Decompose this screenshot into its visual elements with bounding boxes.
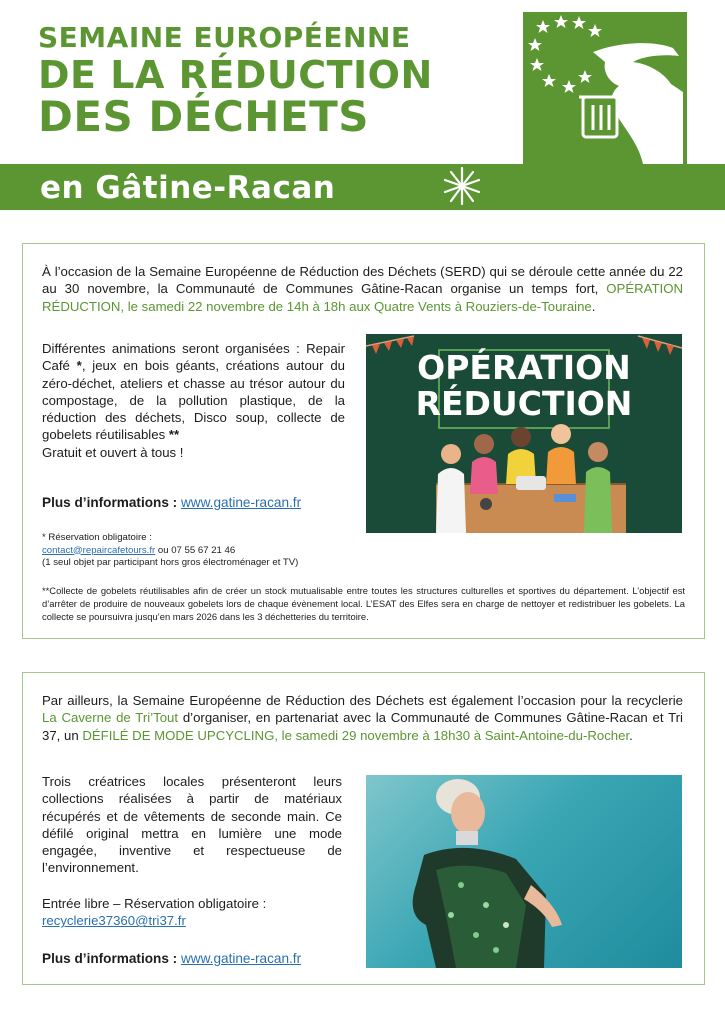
sun-icon [442,166,482,206]
page-title [38,21,518,141]
website-link[interactable]: www.gatine-racan.fr [180,495,302,510]
website-link-2[interactable]: www.gatine-racan.fr [180,951,302,966]
section2-entry: Entrée libre – Réservation obligatoire : recyclerie37360@tri37.fr [42,896,267,929]
recyclerie-name: La Caverne de Tri’Tout [42,710,179,726]
image-title-line-2: RÉDUCTION [415,384,633,423]
title-line-3: DES DÉCHETS [38,92,370,141]
operation-reduction-illustration [366,334,682,533]
hand-bin-stars-icon [523,12,687,164]
fashion-model-photo [366,775,682,968]
section2-description: Trois créatrices locales présenteront leurs collections réalisées à partir de matériaux récupérés et de vêtements de seconde main. Ce défilé original mettra en lumière une mode engagée, inventive et respectueuse de l’environnement. [42,774,342,876]
section1-intro: À l’occasion de la Semaine Européenne de Réduction des Déchets (SERD) qui se déroule cette année du 22 au 30 novembre, la Communauté de Communes Gâtine-Racan organise un temps fort, OPÉRATION RÉDUCTION, le samedi 22 novembre de 14h à 18h aux Quatre Vents à Rouziers-de-Touraine. [42,264,683,314]
section2-more-info: Plus d’informations : www.gatine-racan.fr [42,951,302,966]
recyclerie-email-link[interactable]: recyclerie37360@tri37.fr [42,913,186,929]
event-highlight: OPÉRATION RÉDUCTION, le samedi 22 novembre de 14h à 18h aux Quatre Vents à Rouziers-de-Touraine [42,281,683,314]
title-line-2: DE LA RÉDUCTION [38,53,433,97]
serd-logo [523,12,687,164]
reservation-note: * Réservation obligatoire : contact@repaircafetours.fr ou 07 55 67 21 46 (1 seul objet par participant hors gros électroménager et TV) [42,532,299,568]
title-line-1: SEMAINE EUROPÉENNE [38,21,411,54]
section2-intro: Par ailleurs, la Semaine Européenne de Réduction des Déchets est également l’occasion pour la recyclerie La Caverne de Tri’Tout d’organiser, en partenariat avec la Communauté de Communes Gâtine-Racan et Tri 37, un DÉFILÉ DE MODE UPCYCLING, le samedi 29 novembre à 18h30 à Saint-Antoine-du-Rocher. [42,693,683,743]
section1-animations: Différentes animations seront organisées : Repair Café *, jeux en bois géants, créations autour du zéro-déchet, ateliers et chasse au trésor autour du compostage, de la pollution plastique, de la réduction des déchets, Disco soup, collecte de gobelets réutilisables ** Gratuit et ouvert à tous ! [42,341,345,460]
subtitle: en Gâtine-Racan [40,170,336,206]
fashion-show-highlight: DÉFILÉ DE MODE UPCYCLING, le samedi 29 novembre à 18h30 à Saint-Antoine-du-Rocher [82,727,630,743]
cup-collection-note: **Collecte de gobelets réutilisables afin de créer un stock mutualisable entre toutes les structures culturelles et sportives du département. L’objectif est d’arrêter de produire de nouveaux gobelets lors de chaque évènement local. L’ESAT des Elfes sera en charge de nettoyer et redistribuer les gobelets. La collecte se poursuivra jusqu’en mars 2026 dans les 3 déchetteries du territoire. [42,585,685,622]
repair-cafe-email-link[interactable]: contact@repaircafetours.fr [42,544,156,556]
model-silhouette [366,775,682,968]
section1-more-info: Plus d’informations : www.gatine-racan.fr [42,495,302,510]
image-title-line-1: OPÉRATION [417,348,631,387]
